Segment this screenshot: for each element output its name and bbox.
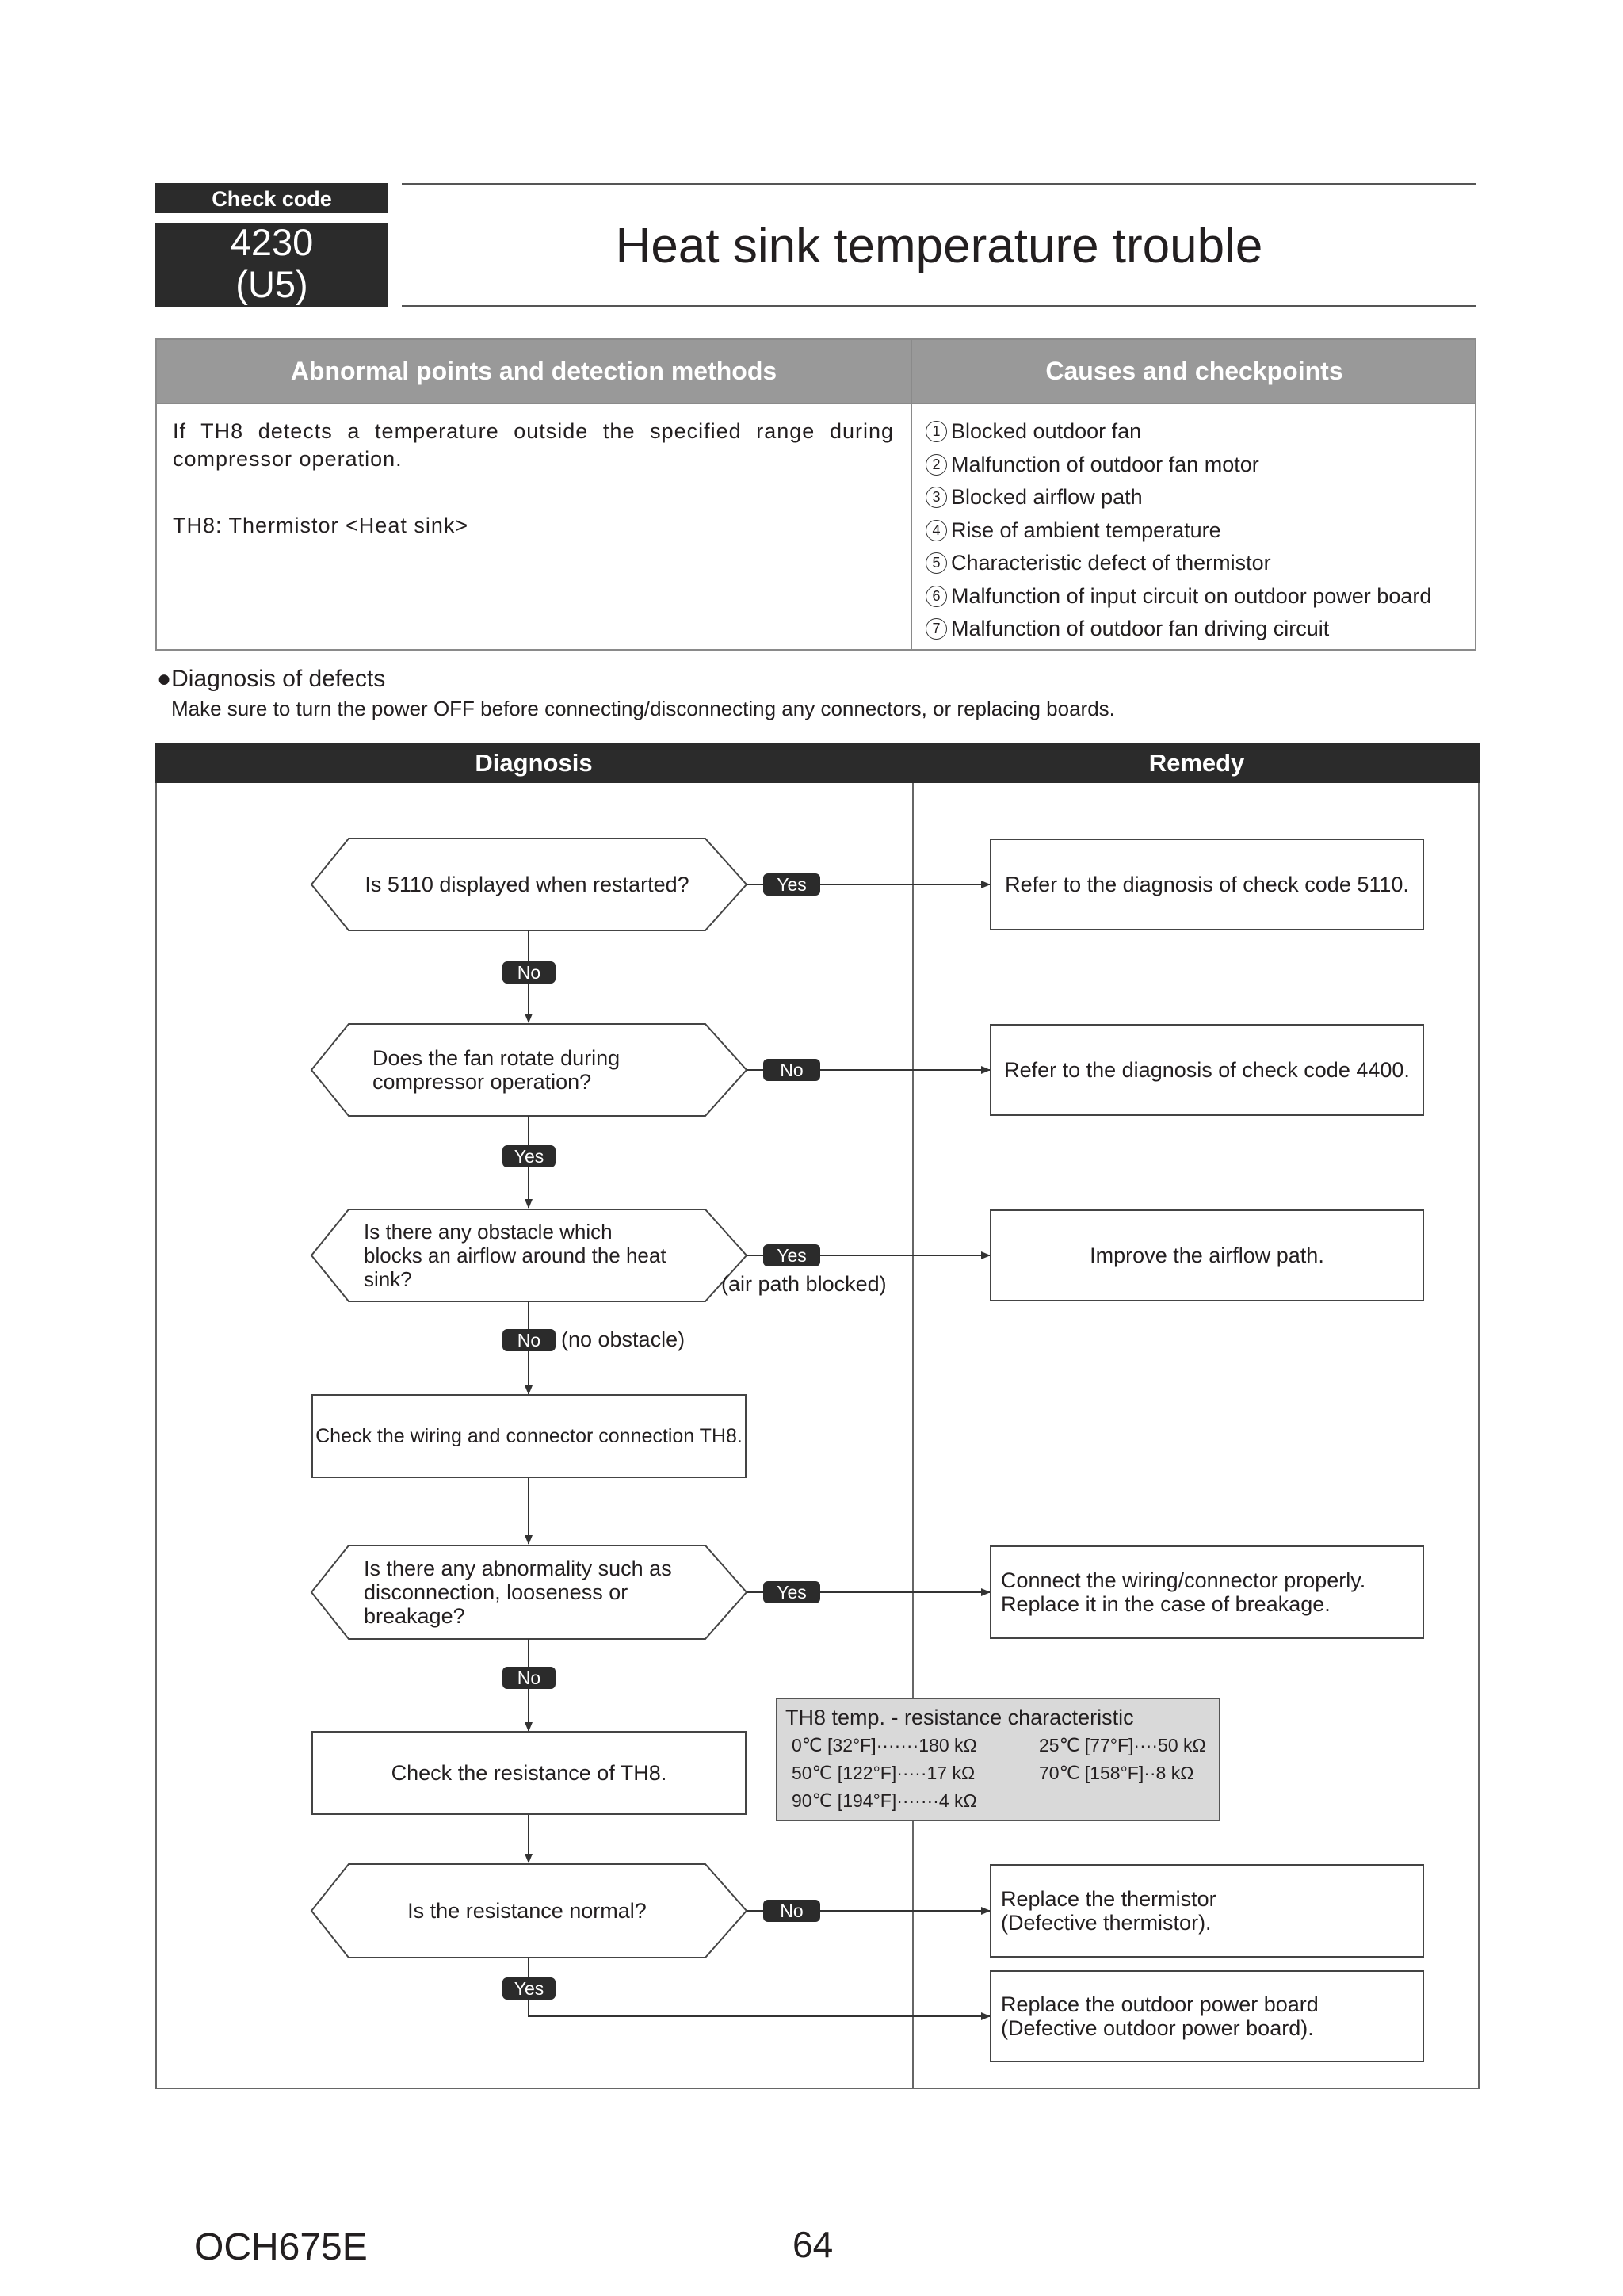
resistance-value: 50℃ [122°F]·····17 kΩ (792, 1763, 976, 1783)
remedy-power-board: Replace the outdoor power board (Defective outdoor power board). (990, 1970, 1424, 2062)
number-icon: 4 (926, 520, 947, 541)
resistance-value: 25℃ [77°F]····50 kΩ (1039, 1735, 1206, 1755)
remedy-4400: Refer to the diagnosis of check code 4400. (990, 1024, 1424, 1116)
cause-text: Malfunction of input circuit on outdoor power board (951, 583, 1432, 608)
number-icon: 7 (926, 618, 947, 640)
no-badge: No (502, 961, 556, 984)
cause-text: Rise of ambient temperature (951, 518, 1221, 542)
arrow (529, 1958, 990, 2016)
diagnosis-note: Make sure to turn the power OFF before connecting/disconnecting any connectors, or replacing boards. (171, 697, 1115, 720)
diagnosis-column-header: Diagnosis (475, 749, 593, 777)
page-title: Heat sink temperature trouble (615, 219, 1263, 273)
check-code-alt: (U5) (235, 263, 308, 305)
check-code: 4230 (230, 221, 314, 263)
no-badge: No (763, 1900, 820, 1922)
no-badge: No (502, 1667, 556, 1689)
document-code: OCH675E (194, 2226, 368, 2268)
resistance-value: 90℃ [194°F]·······4 kΩ (792, 1790, 977, 1811)
remedy-airflow: Improve the airflow path. (990, 1209, 1424, 1301)
cause-text: Blocked airflow path (951, 485, 1143, 509)
question-abnormality: Is there any abnormality such as disconnection, looseness or breakage? (364, 1557, 672, 1628)
question-resistance-normal: Is the resistance normal? (407, 1899, 647, 1923)
detection-text: If TH8 detects a temperature outside the specified range during compressor operation. (173, 419, 894, 471)
yes-badge: Yes (763, 873, 820, 896)
cause-text: Characteristic defect of thermistor (951, 551, 1271, 575)
yes-badge: Yes (763, 1581, 820, 1603)
cause-text: Malfunction of outdoor fan driving circuit (951, 617, 1330, 640)
cause-text: Malfunction of outdoor fan motor (951, 452, 1259, 476)
yes-badge: Yes (502, 1977, 556, 2000)
question-restart: Is 5110 displayed when restarted? (365, 873, 689, 896)
table-header-causes: Causes and checkpoints (1045, 357, 1343, 385)
check-code-label: Check code (155, 183, 388, 213)
number-icon: 2 (926, 454, 947, 476)
step-check-resistance: Check the resistance of TH8. (311, 1731, 747, 1815)
resistance-value: 70℃ [158°F]··8 kΩ (1039, 1763, 1194, 1783)
page-number: 64 (792, 2224, 834, 2265)
no-badge: No (763, 1059, 820, 1081)
resistance-title: TH8 temp. - resistance characteristic (785, 1706, 1134, 1729)
number-icon: 1 (926, 421, 947, 442)
yes-badge: Yes (502, 1145, 556, 1167)
remedy-column-header: Remedy (1148, 749, 1245, 777)
no-badge: No (502, 1329, 556, 1351)
no-obstacle-note: (no obstacle) (561, 1328, 685, 1351)
number-icon: 3 (926, 487, 947, 508)
diagnosis-title: ●Diagnosis of defects (157, 666, 386, 692)
remedy-wiring: Connect the wiring/connector properly. Replace it in the case of breakage. (990, 1545, 1424, 1639)
yes-badge: Yes (763, 1244, 820, 1266)
question-obstacle: Is there any obstacle which blocks an airflow around the heat sink? (364, 1220, 666, 1291)
number-icon: 5 (926, 552, 947, 574)
number-icon: 6 (926, 586, 947, 607)
remedy-thermistor: Replace the thermistor (Defective thermistor). (990, 1864, 1424, 1958)
air-path-blocked-note: (air path blocked) (721, 1272, 887, 1296)
resistance-characteristic-box (776, 1698, 1220, 1821)
resistance-value: 0℃ [32°F]·······180 kΩ (792, 1735, 977, 1755)
table-header-detection: Abnormal points and detection methods (290, 357, 777, 385)
question-fan-rotate: Does the fan rotate during compressor operation? (372, 1046, 621, 1094)
remedy-5110: Refer to the diagnosis of check code 5110. (990, 839, 1424, 930)
cause-text: Blocked outdoor fan (951, 419, 1142, 443)
step-check-wiring: Check the wiring and connector connection TH8. (311, 1394, 747, 1478)
th8-label: TH8: Thermistor <Heat sink> (173, 514, 469, 537)
